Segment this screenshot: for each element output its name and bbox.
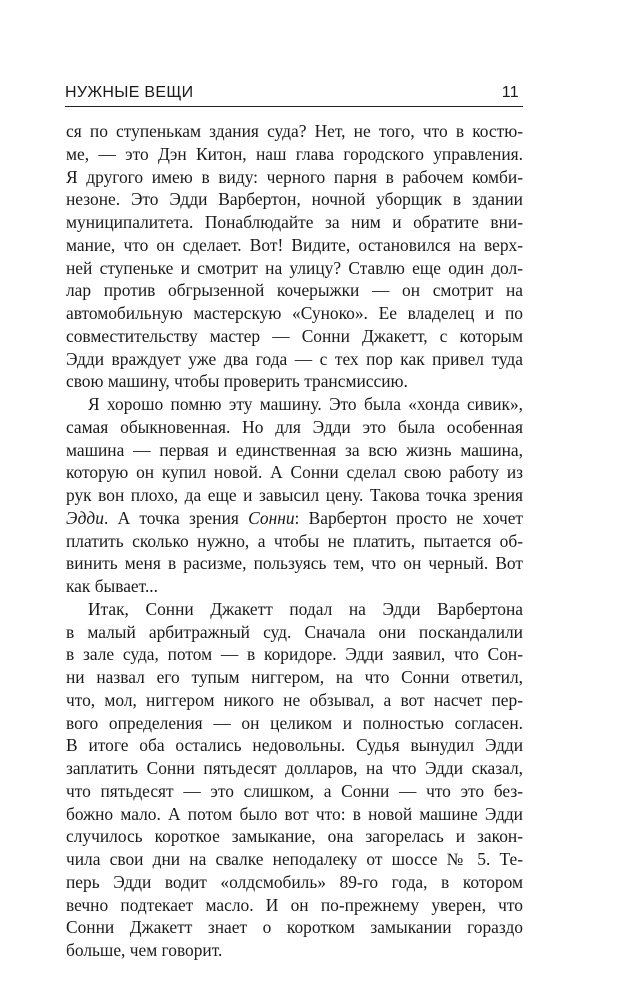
text-line: вого определения — он целиком и полностью согласен. xyxy=(66,712,523,733)
text-line: в малый арбитражный суд. Сначала они поскандалили xyxy=(66,621,523,642)
text-line: случилось короткое замыкание, она загорелась и закон- xyxy=(66,826,523,847)
running-title: НУЖНЫЕ ВЕЩИ xyxy=(65,84,194,101)
running-header xyxy=(65,80,523,108)
body-text xyxy=(66,120,523,962)
text-line: В итоге оба остались недовольны. Судья вынудил Эдди xyxy=(66,735,523,756)
text-line: ни назвал его тупым ниггером, на что Сонни ответил, xyxy=(66,667,523,687)
text-line: что пятьдесят — это слишком, а Сонни — что это без- xyxy=(66,780,523,801)
text-line: вечно подтекает масло. И он по-прежнему уверен, что xyxy=(66,894,523,915)
text-line: ме, — это Дэн Китон, наш глава городского управления. xyxy=(66,143,523,164)
paragraph-first-line: Я хорошо помню эту машину. Это была «хонда сивик», xyxy=(88,394,523,414)
text-line: незоне. Это Эдди Варбертон, ночной уборщик в здании xyxy=(66,189,523,210)
text-line: Эдди враждует уже два года — с тех пор как привел туда xyxy=(66,348,523,369)
italic-name: Сонни xyxy=(248,507,295,528)
text-line: винить меня в расизме, пользуясь тем, что он черный. Вот xyxy=(66,553,523,574)
text-line: которую он купил новой. А Сонни сделал свою работу из xyxy=(66,462,523,483)
text-line: муниципалитета. Понаблюдайте за ним и обратите вни- xyxy=(66,212,523,232)
text-fragment: . А точка зрения xyxy=(103,507,249,528)
text-line: что, мол, ниггером никого не обзывал, а вот насчет пер- xyxy=(66,689,523,710)
text-line: машина — первая и единственная за всю жизнь машина, xyxy=(66,439,523,460)
text-line: ся по ступенькам здания суда? Нет, не того, что в костю- xyxy=(66,121,523,141)
page-number: 11 xyxy=(501,84,519,101)
text-line: ней ступеньке и смотрит на улицу? Ставлю еще один дол- xyxy=(66,257,523,278)
text-line: перь Эдди водит «олдсмобиль» 89-го года, в котором xyxy=(66,871,523,892)
text-line-with-italics xyxy=(66,507,523,530)
text-line: лар против обгрызенной кочерыжки — он смотрит на xyxy=(66,280,523,301)
paragraph-last-line: больше, чем говорит. xyxy=(66,940,223,960)
text-line: рук вон плохо, да еще и завысил цену. Такова точка зрения xyxy=(66,485,523,505)
text-line: Сонни Джакетт знает о коротком замыкании гораздо xyxy=(66,917,523,938)
paragraph-last-line: свою машину, чтобы проверить трансмиссию. xyxy=(66,371,408,392)
italic-name: Эдди xyxy=(66,507,104,528)
paragraph-last-line: как бывает... xyxy=(66,576,158,596)
header-rule xyxy=(65,106,523,107)
text-line: в зале суда, потом — в коридоре. Эдди заявил, что Сон- xyxy=(66,644,523,665)
text-line: чила свои дни на свалке неподалеку от шоссе № 5. Те- xyxy=(66,849,523,869)
text-line: автомобильную мастерскую «Суноко». Ее владелец и по xyxy=(66,303,523,323)
text-line: платить сколько нужно, а чтобы не платить, пытается об- xyxy=(66,530,523,551)
text-line: самая обыкновенная. Но для Эдди это была особенная xyxy=(66,416,523,437)
text-line: божно мало. А потом было вот что: в новой машине Эдди xyxy=(66,803,523,824)
text-line: заплатить Сонни пятьдесят долларов, на что Эдди сказал, xyxy=(66,758,523,778)
paragraph-first-line: Итак, Сонни Джакетт подал на Эдди Варбертона xyxy=(88,598,523,619)
text-line: Я другого имею в виду: черного парня в рабочем комби- xyxy=(66,166,523,187)
text-fragment: : Варбертон просто не хочет xyxy=(294,507,524,528)
text-line: совместительству мастер — Сонни Джакетт, с которым xyxy=(66,325,523,346)
text-line: мание, что он сделает. Вот! Видите, остановился на верх- xyxy=(66,234,523,255)
